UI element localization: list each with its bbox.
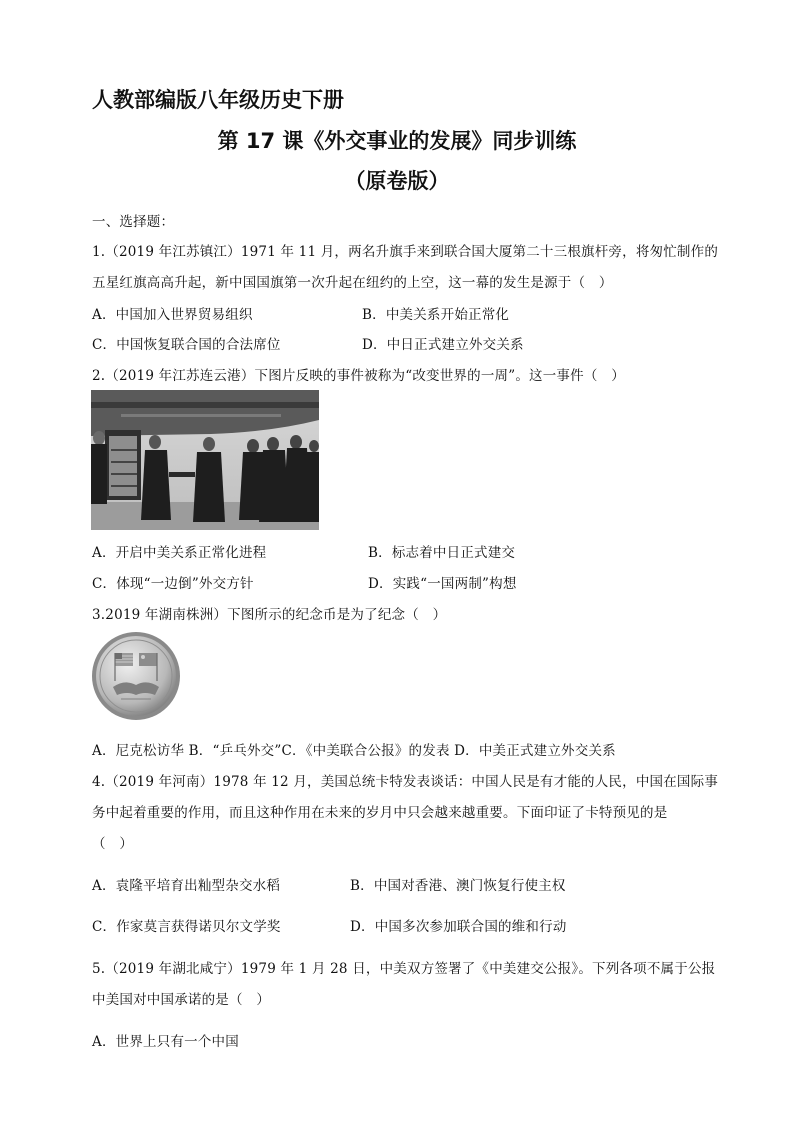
q2-option-b: B．标志着中日正式建交 — [368, 545, 516, 561]
document-title: 第 17 课《外交事业的发展》同步训练 — [217, 129, 577, 153]
q5-stem-line1: 5.（2019 年湖北咸宁）1979 年 1 月 28 日，中美双方签署了《中美建交公报》。下列各项不属于公报 — [92, 961, 716, 977]
nixon-visit-photo — [91, 390, 319, 530]
q4-stem-line1: 4.（2019 年河南）1978 年 12 月，美国总统卡特发表谈话：中国人民是有才能的人民，中国在国际事 — [92, 774, 719, 790]
section-label: 一、选择题： — [92, 214, 175, 230]
document-subtitle: （原卷版） — [344, 169, 450, 193]
q2-option-d: D．实践“一国两制”构想 — [368, 576, 517, 592]
q3-options: A．尼克松访华 B．“乒乓外交”C．《中美联合公报》的发表 D．中美正式建立外交关系 — [92, 743, 616, 759]
q5-stem-line2: 中美国对中国承诺的是（ ） — [92, 992, 271, 1008]
q1-option-a: A．中国加入世界贸易组织 — [92, 307, 253, 323]
q4-stem-line3: （ ） — [92, 836, 134, 852]
q2-stem-line1: 2.（2019 年江苏连云港）下图片反映的事件被称为“改变世界的一周”。这一事件（ ） — [92, 368, 625, 384]
q4-stem-line2: 务中起着重要的作用，而且这种作用在未来的岁月中只会越来越重要。下面印证了卡特预见的是 — [92, 805, 668, 821]
q2-option-c: C．体现“一边倒”外交方针 — [92, 576, 254, 592]
q1-option-c: C．中国恢复联合国的合法席位 — [92, 337, 281, 353]
q4-option-a: A．袁隆平培育出籼型杂交水稻 — [92, 878, 281, 894]
document-series-title: 人教部编版八年级历史下册 — [92, 88, 344, 112]
q3-stem-line1: 3.2019 年湖南株洲）下图所示的纪念币是为了纪念（ ） — [92, 607, 447, 623]
q4-option-b: B．中国对香港、澳门恢复行使主权 — [350, 878, 566, 894]
q4-option-d: D．中国多次参加联合国的维和行动 — [350, 919, 567, 935]
q1-option-b: B．中美关系开始正常化 — [362, 307, 510, 323]
commemorative-coin-image — [91, 631, 181, 721]
q1-stem-line2: 五星红旗高高升起，新中国国旗第一次升起在纽约的上空，这一幕的发生是源于（ ） — [92, 275, 613, 291]
q2-option-a: A．开启中美关系正常化进程 — [92, 545, 267, 561]
q5-option-a: A．世界上只有一个中国 — [92, 1034, 239, 1050]
q4-option-c: C．作家莫言获得诺贝尔文学奖 — [92, 919, 281, 935]
q1-option-d: D．中日正式建立外交关系 — [362, 337, 524, 353]
q1-stem-line1: 1.（2019 年江苏镇江）1971 年 11 月，两名升旗手来到联合国大厦第二十三根旗杆旁，将匆忙制作的 — [92, 244, 719, 260]
